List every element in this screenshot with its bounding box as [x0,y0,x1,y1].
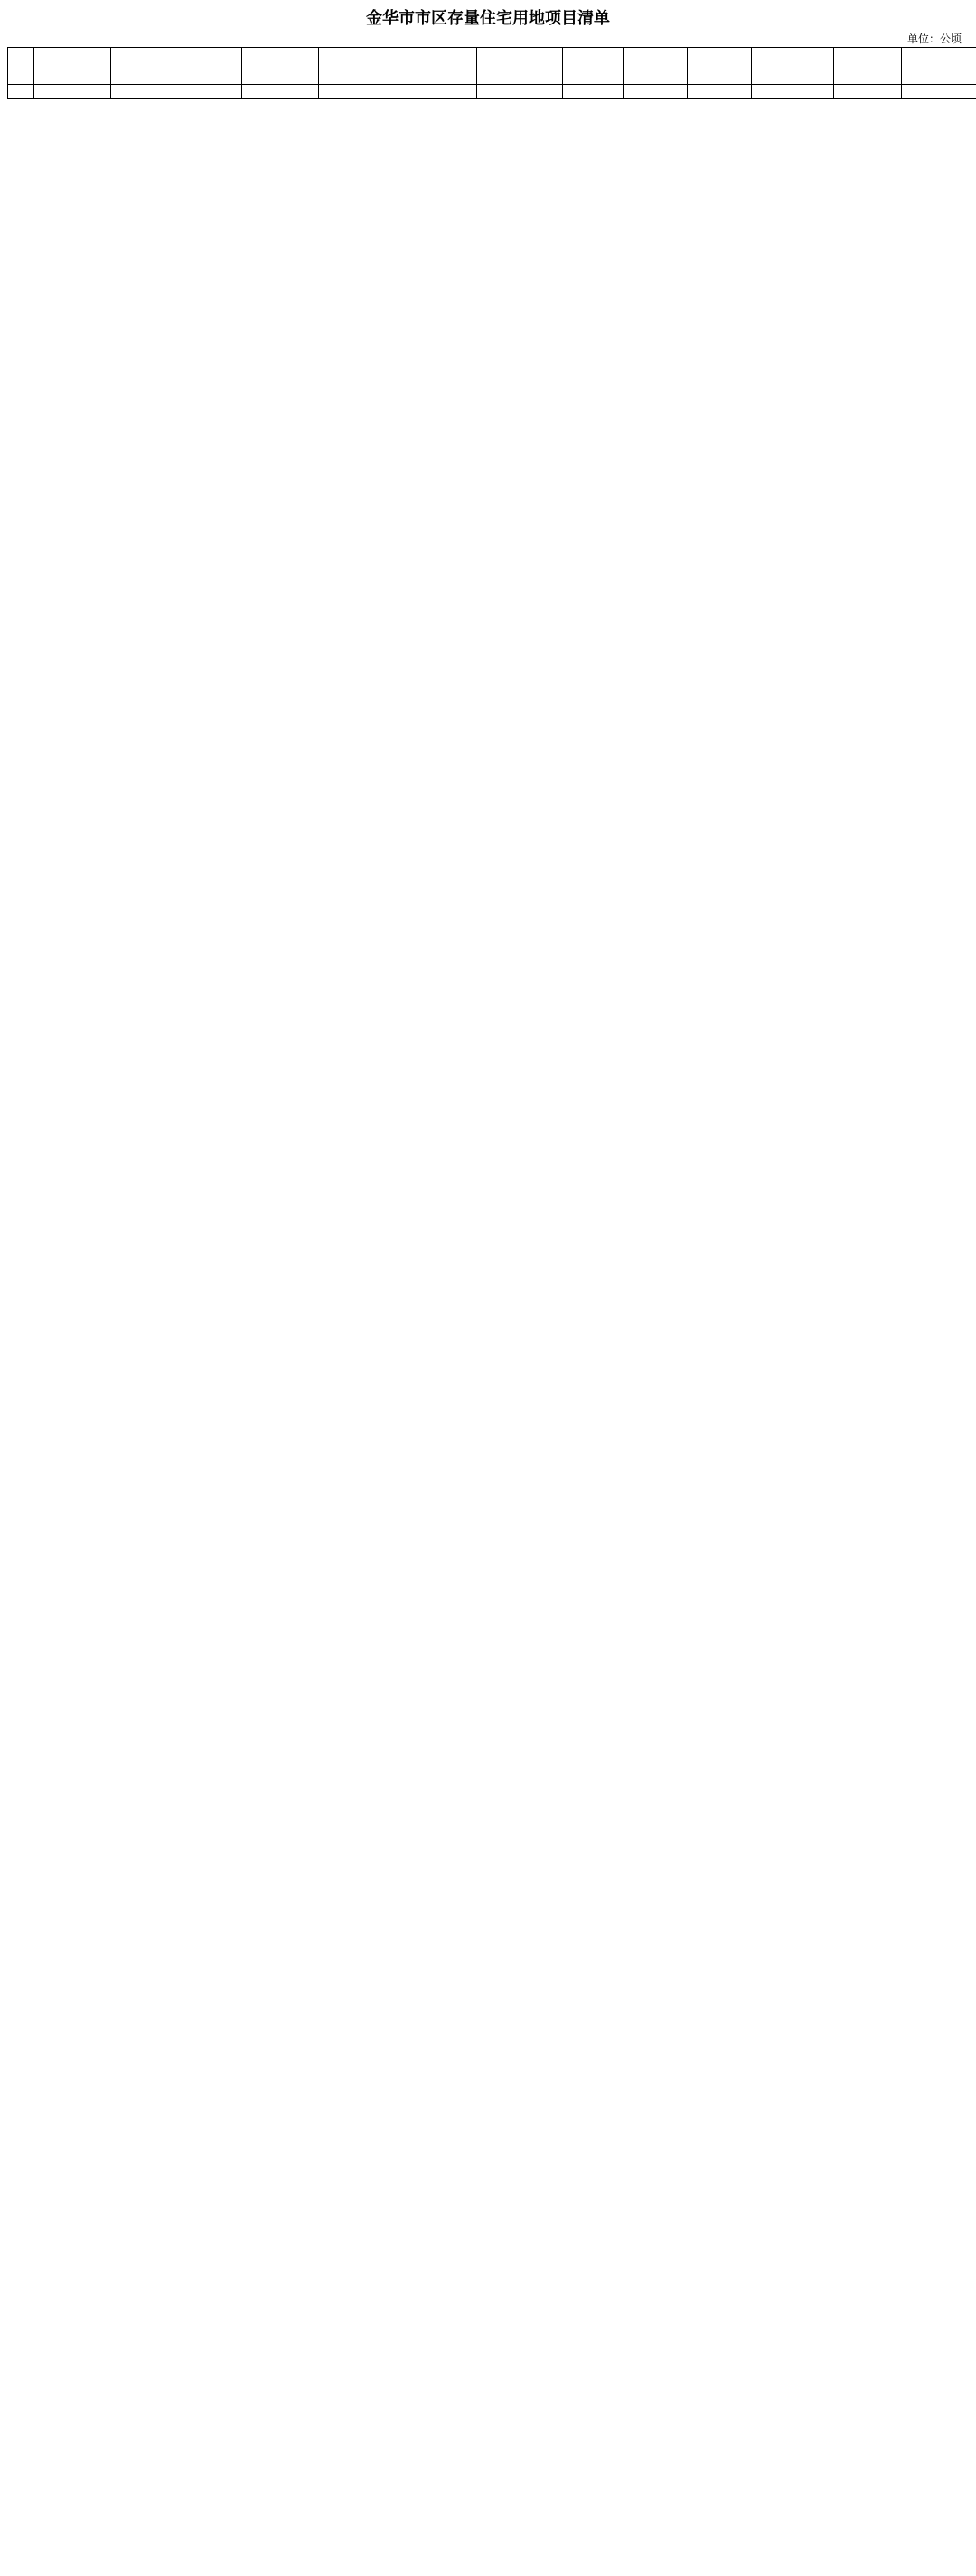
land-inventory-table [7,47,976,99]
col-header-unsold-area [902,48,976,85]
col-header-status [834,48,902,85]
col-header-seq [8,48,34,85]
col-header-type [477,48,563,85]
col-index [563,85,624,99]
col-index [624,85,688,99]
document-title: 金华市市区存量住宅用地项目清单 [366,9,610,27]
col-index [834,85,902,99]
col-index [34,85,111,99]
col-header-area [563,48,624,85]
header-index-row [8,85,976,99]
unit-label: 单位：公顷 [906,33,962,45]
col-header-developer [111,48,242,85]
col-index [242,85,319,99]
col-header-supply-date [624,48,688,85]
col-header-finish-date [752,48,834,85]
col-index [688,85,752,99]
col-header-start-date [688,48,752,85]
col-header-project [34,48,111,85]
table-header [8,48,976,99]
col-index [111,85,242,99]
col-index [8,85,34,99]
col-index [477,85,563,99]
col-index [902,85,976,99]
header-row [8,48,976,85]
col-header-district [242,48,319,85]
col-index [752,85,834,99]
col-index [319,85,477,99]
col-header-location [319,48,477,85]
